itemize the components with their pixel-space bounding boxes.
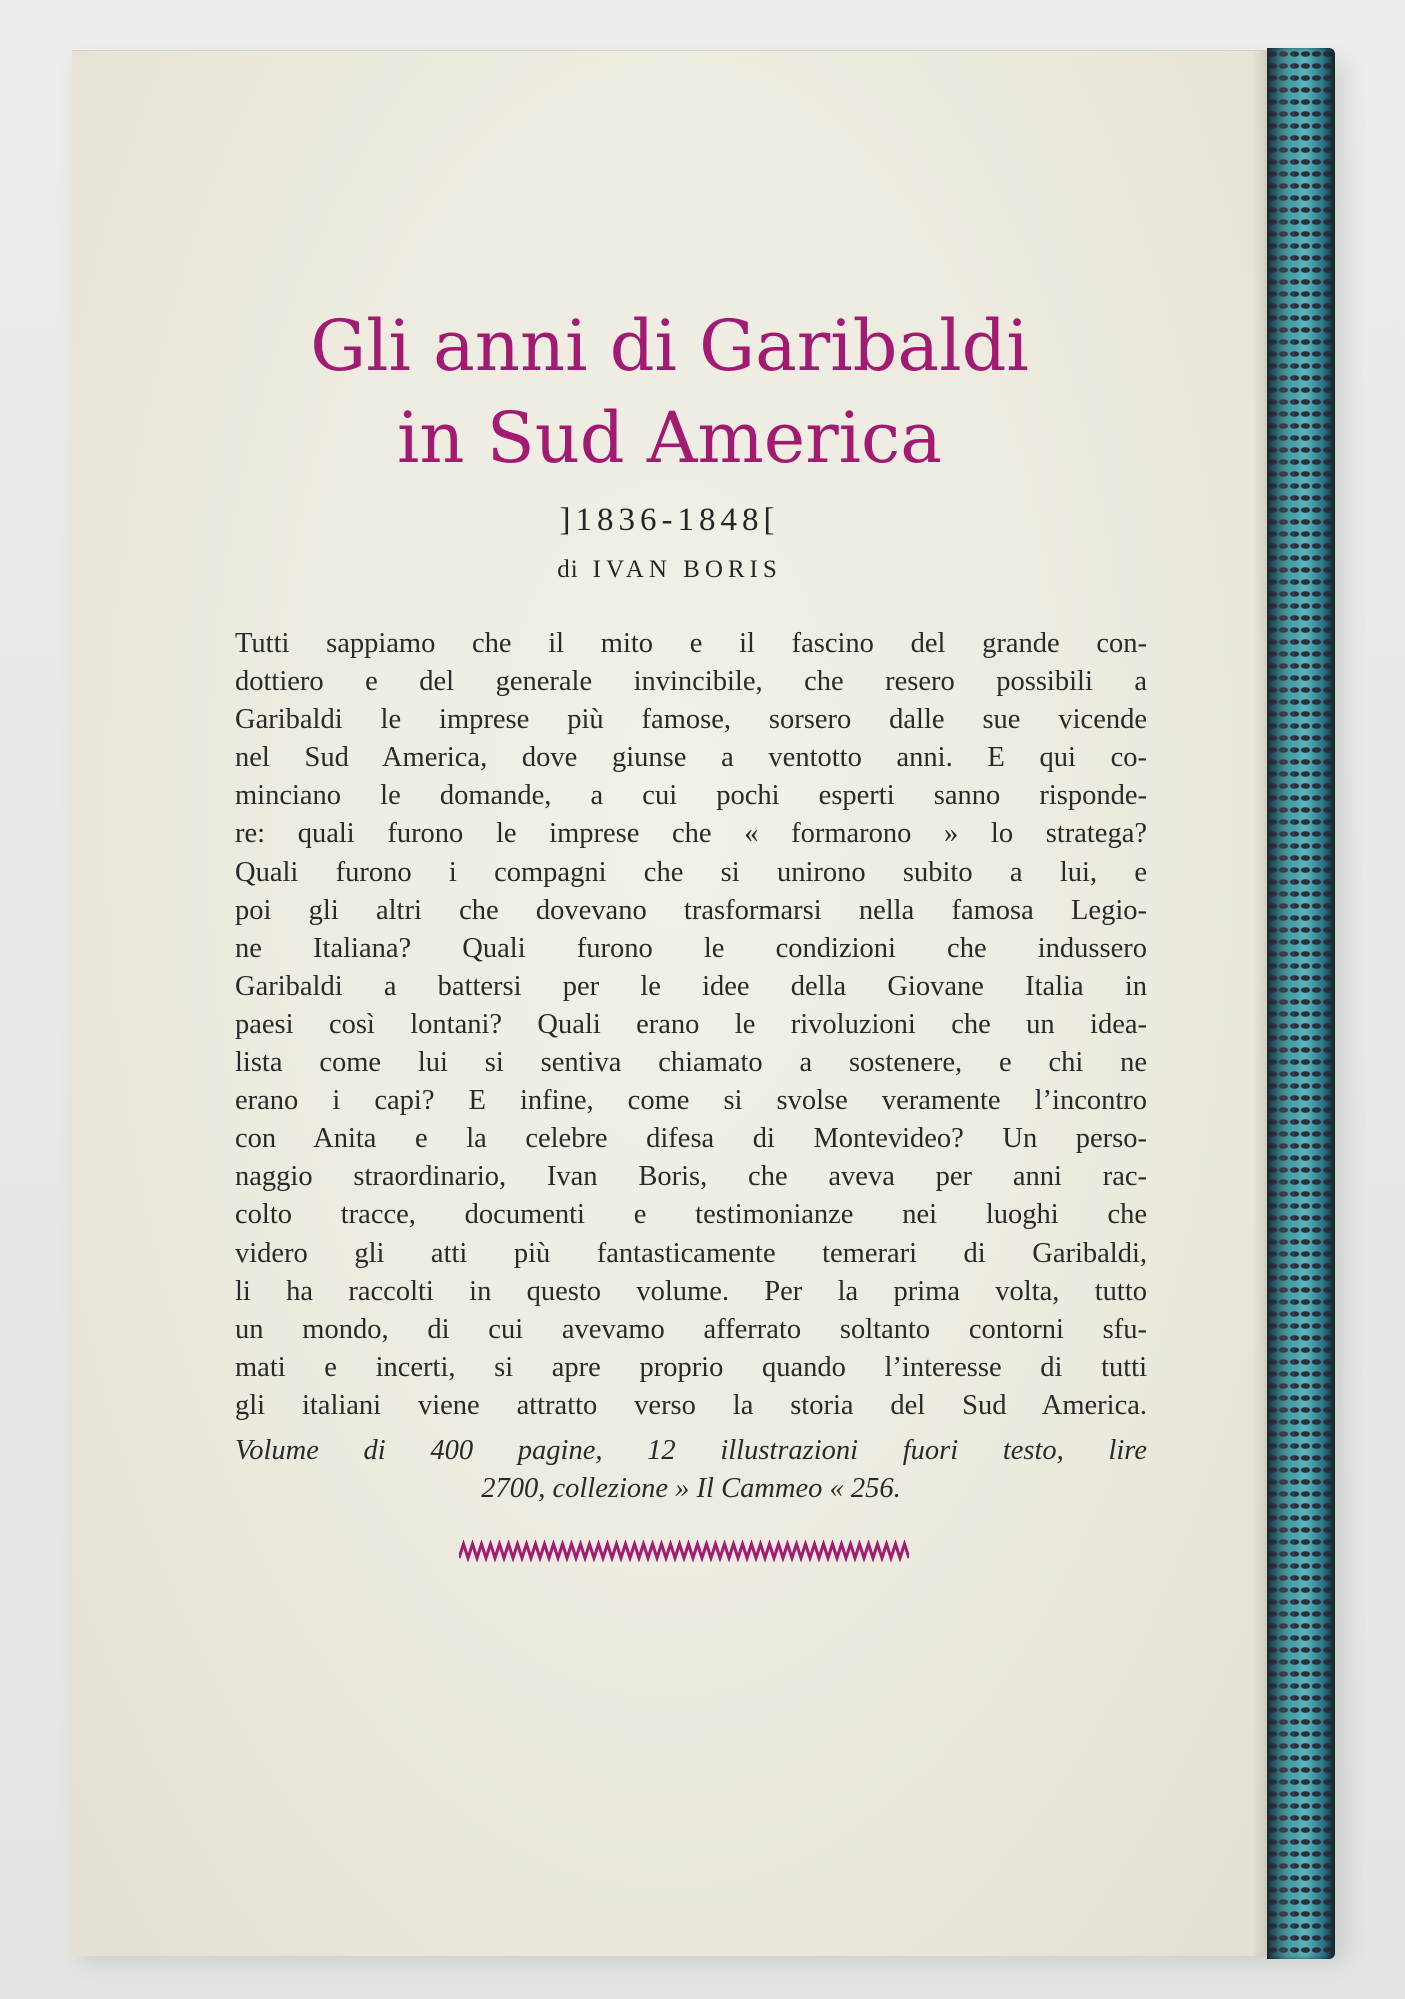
blurb-line: dottiero e del generale invincibile, che resero possibili a (235, 666, 1147, 698)
title-block (72, 300, 1267, 590)
blurb-line: re: quali furono le imprese che « formarono » lo stratega? (235, 818, 1147, 850)
spine-highlight (1275, 48, 1297, 1959)
blurb-line: mati e incerti, si apre proprio quando l’interesse di tutti (235, 1351, 1147, 1383)
blurb-line: minciano le domande, a cui pochi esperti sanno risponde- (235, 780, 1147, 812)
blurb-line: naggio straordinario, Ivan Boris, che aveva per anni rac- (235, 1161, 1147, 1193)
blurb-line: gli italiani viene attratto verso la storia del Sud America. (235, 1389, 1147, 1421)
blurb-line: ne Italiana? Quali furono le condizioni che indussero (235, 932, 1147, 964)
blurb-line: colto tracce, documenti e testimonianze nei luoghi che (235, 1199, 1147, 1231)
blurb-line: lista come lui si sentiva chiamato a sostenere, e chi ne (235, 1047, 1147, 1079)
blurb-line: nel Sud America, dove giunse a ventotto anni. E qui co- (235, 742, 1147, 774)
publication-info-line-1: Volume di 400 pagine, 12 illustrazioni fuori testo, lire (235, 1435, 1147, 1466)
book-author (72, 550, 1267, 590)
author-prefix: di (557, 556, 579, 583)
book-title-line-1: Gli anni di Garibaldi (310, 305, 1029, 387)
blurb-line: erano i capi? E infine, come si svolse veramente l’incontro (235, 1085, 1147, 1117)
book-years: ]1836-1848[ (559, 502, 780, 538)
blurb-line: Garibaldi le imprese più famose, sorsero dalle sue vicende (235, 704, 1147, 736)
blurb-line: li ha raccolti in questo volume. Per la prima volta, tutto (235, 1275, 1147, 1307)
publication-info-line-2: 2700, collezione » Il Cammeo « 256. (481, 1473, 901, 1504)
book-title-line-2: in Sud America (397, 397, 942, 479)
blurb-line: Quali furono i compagni che si unirono subito a lui, e (235, 856, 1147, 888)
author-name: IVAN BORIS (592, 556, 782, 583)
publication-info (235, 1432, 1147, 1508)
blurb-line: Tutti sappiamo che il mito e il fascino del grande con- (235, 628, 1147, 659)
blurb-line: Garibaldi a battersi per le idee della Giovane Italia in (235, 970, 1147, 1002)
blurb-text (235, 625, 1147, 1425)
blurb-line: paesi così lontani? Quali erano le rivoluzioni che un idea- (235, 1008, 1147, 1040)
blurb-line: un mondo, di cui avevamo afferrato soltanto contorni sfu- (235, 1313, 1147, 1345)
zigzag-ornament (459, 1540, 909, 1562)
blurb-line: poi gli altri che dovevano trasformarsi nella famosa Legio- (235, 894, 1147, 926)
blurb-line: videro gli atti più fantasticamente temerari di Garibaldi, (235, 1237, 1147, 1269)
blurb-line: con Anita e la celebre difesa di Montevideo? Un perso- (235, 1123, 1147, 1155)
